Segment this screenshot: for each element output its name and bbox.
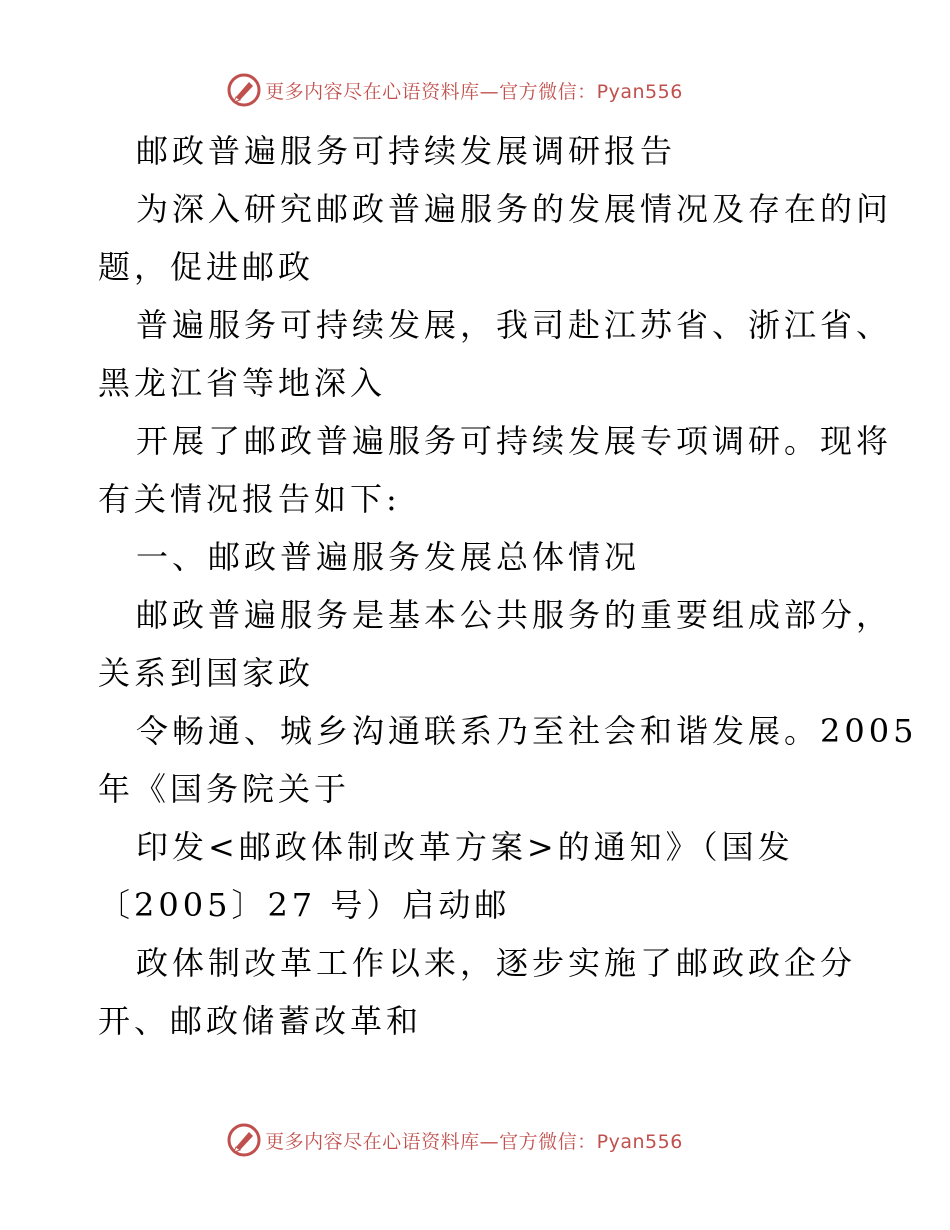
document-line: 有关情况报告如下: (98, 480, 401, 518)
document-line: 令畅通、城乡沟通联系乃至社会和谐发展。2005 (136, 712, 918, 750)
header-banner-text: 更多内容尽在心语资料库—官方微信：Pyan556 (265, 80, 683, 103)
document-line: 〔2005〕27 号）启动邮 (98, 886, 511, 924)
document-line: 为深入研究邮政普遍服务的发展情况及存在的问 (136, 190, 893, 228)
document-line: 政体制改革工作以来，逐步实施了邮政政企分 (136, 944, 857, 982)
pen-logo-icon (227, 73, 261, 107)
footer-banner (0, 1120, 950, 1160)
document-line: 黑龙江省等地深入 (98, 364, 387, 402)
pen-logo-icon (227, 1123, 261, 1157)
document-line: 普遍服务可持续发展，我司赴江苏省、浙江省、 (136, 306, 893, 344)
document-line: 开、邮政储蓄改革和 (98, 1002, 423, 1040)
footer-banner-text: 更多内容尽在心语资料库—官方微信：Pyan556 (265, 1130, 683, 1153)
document-line: 邮政普遍服务可持续发展调研报告 (136, 132, 677, 170)
document-line: 开展了邮政普遍服务可持续发展专项调研。现将 (136, 422, 893, 460)
document-line: 关系到国家政 (98, 654, 315, 692)
header-banner (0, 70, 950, 110)
document-line: 印发<邮政体制改革方案>的通知》（国发 (136, 828, 794, 866)
document-line: 题，促进邮政 (98, 248, 315, 286)
document-line: 邮政普遍服务是基本公共服务的重要组成部分， (136, 596, 893, 634)
document-body (98, 122, 918, 1050)
document-line: 年《国务院关于 (98, 770, 351, 808)
document-line: 一、邮政普遍服务发展总体情况 (136, 538, 641, 576)
